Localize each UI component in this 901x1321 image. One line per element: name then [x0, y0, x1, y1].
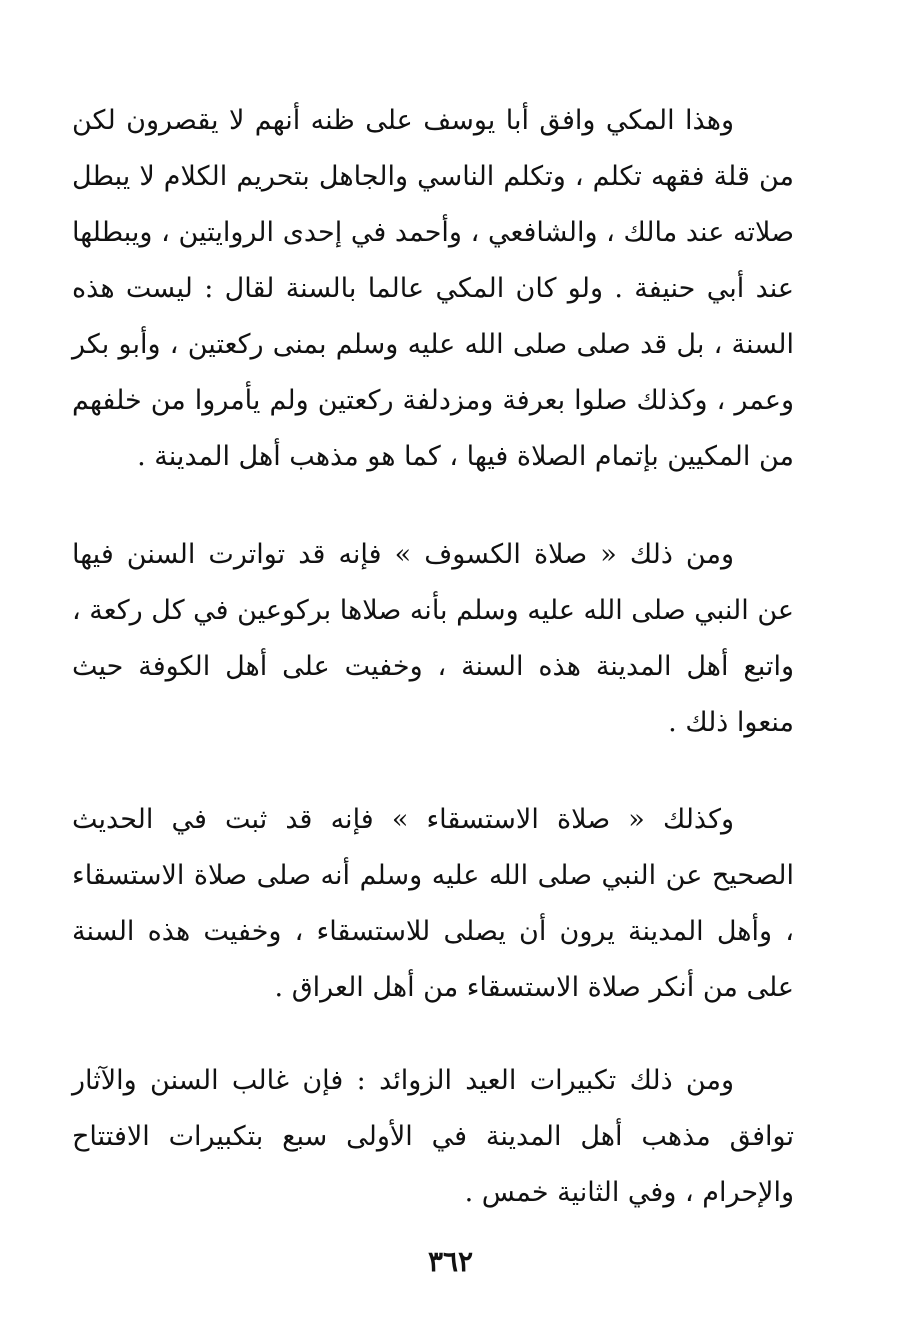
paragraph-3: وكذلك « صلاة الاستسقاء » فإنه قد ثبت في الحديث الصحيح عن النبي صلى الله عليه وسلم أنه صلى صلاة الاستسقاء ، وأهل المدينة يرون أن يصلى للاستسقاء ، وخفيت هذه السنة على من أنكر صلاة الاستسقاء من أهل العراق . [72, 804, 794, 1003]
paragraph-4: ومن ذلك تكبيرات العيد الزوائد : فإن غالب السنن والآثار توافق مذهب أهل المدينة في الأولى سبع بتكبيرات الافتتاح والإحرام ، وفي الثانية خمس . [72, 1065, 794, 1208]
paragraph-1: وهذا المكي وافق أبا يوسف على ظنه أنهم لا يقصرون لكن من قلة فقهه تكلم ، وتكلم الناسي والجاهل بتحريم الكلام لا يبطل صلاته عند مالك ، والشافعي ، وأحمد في إحدى الروايتين ، ويبطلها عند أبي حنيفة . ولو كان المكي عالما بالسنة لقال : ليست هذه السنة ، بل قد صلى صلى الله عليه وسلم بمنى ركعتين ، وأبو بكر وعمر ، وكذلك صلوا بعرفة ومزدلفة ركعتين ولم يأمروا من خلفهم من المكيين بإتمام الصلاة فيها ، كما هو مذهب أهل المدينة . [72, 105, 794, 472]
paragraph-2: ومن ذلك « صلاة الكسوف » فإنه قد تواترت السنن فيها عن النبي صلى الله عليه وسلم بأنه صلاها بركوعين في كل ركعة ، واتبع أهل المدينة هذه السنة ، وخفيت على أهل الكوفة حيث منعوا ذلك . [71, 539, 794, 738]
page-number: ٣٦٢ [427, 1245, 474, 1278]
